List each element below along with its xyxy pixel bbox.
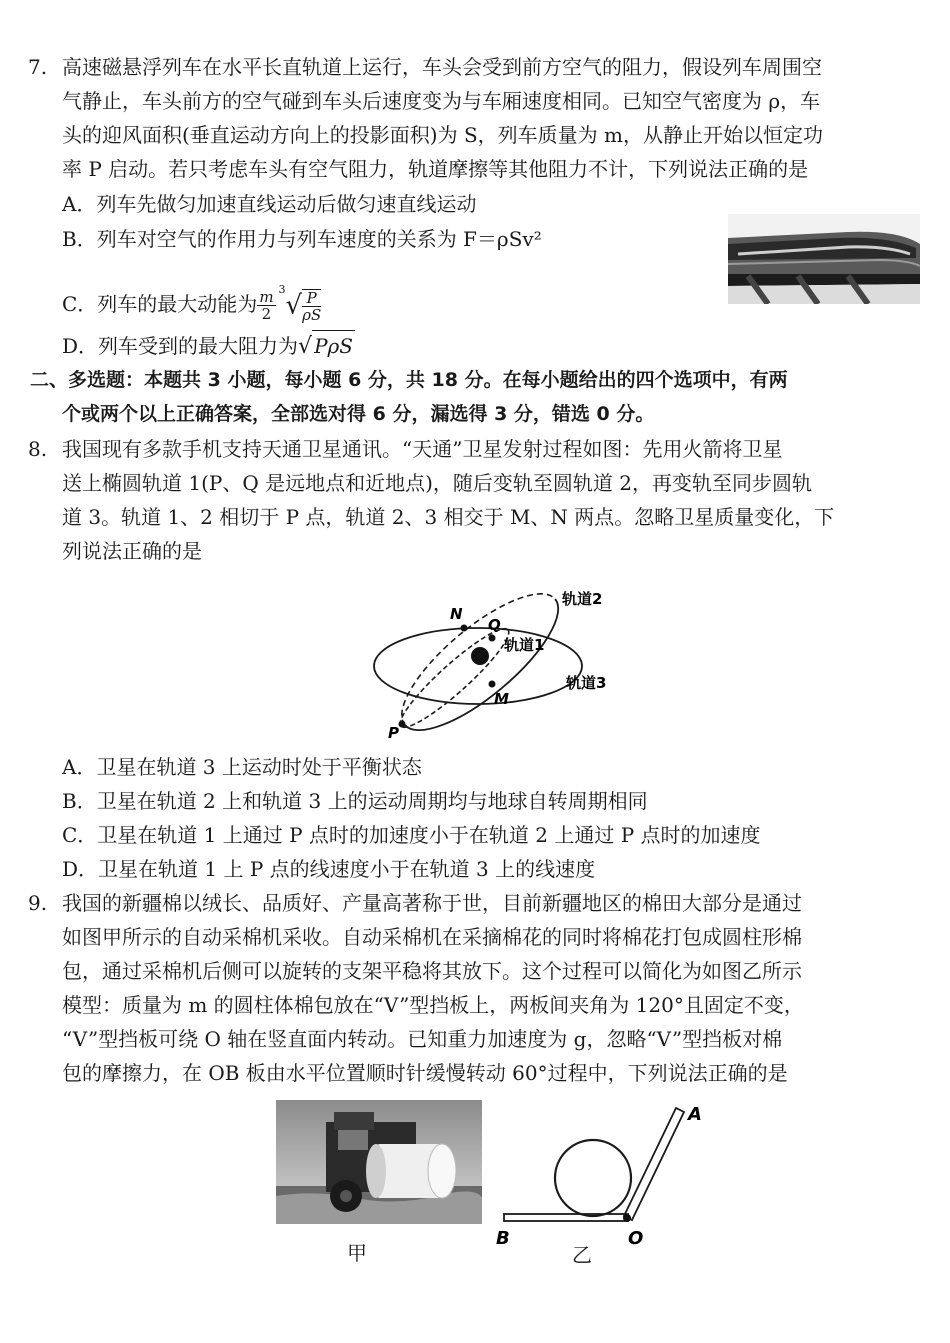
- q7-option-d-radical: √: [298, 334, 313, 359]
- q7-option-c-frac-num: m: [259, 288, 274, 306]
- q7-stem-line-1: 高速磁悬浮列车在水平长直轨道上运行，车头会受到前方空气的阻力，假设列车周围空: [62, 55, 822, 79]
- label-orbit-3: 轨道3: [566, 674, 607, 692]
- q7-option-b: B．列车对空气的作用力与列车速度的关系为 F＝ρSv²: [62, 227, 542, 251]
- maglev-train-photo: [728, 214, 920, 304]
- q7-stem-line-2: 气静止，车头前方的空气碰到车头后速度变为与车厢速度相同。已知空气密度为 ρ，车: [62, 89, 821, 113]
- q7-option-d-root: PρS: [312, 330, 355, 361]
- maglev-train-graphic: [728, 214, 920, 304]
- label-n: N: [450, 605, 463, 623]
- q7-option-a: A．列车先做匀加速直线运动后做匀速直线运动: [62, 192, 477, 216]
- q7-option-c-root-fraction: [302, 289, 321, 323]
- q8-stem-line-1: 我国现有多款手机支持天通卫星通讯。“天通”卫星发射过程如图：先用火箭将卫星: [62, 437, 783, 461]
- q7-number: 7.: [28, 55, 48, 79]
- label-orbit-1: 轨道1: [504, 636, 545, 654]
- q9-number: 9.: [28, 891, 48, 915]
- v-board-diagram: [490, 1098, 720, 1273]
- section2-header-line-1: 二、多选题：本题共 3 小题，每小题 6 分，共 18 分。在每小题给出的四个选项中，有两: [30, 369, 788, 391]
- q7-option-d-prefix: D．列车受到的最大阻力为: [62, 334, 299, 358]
- q7-option-c-prefix: C．列车的最大动能为: [62, 292, 258, 316]
- q9-stem-line-3: 包，通过采棉机后侧可以旋转的支架平稳将其放下。这个过程可以简化为如图乙所示: [62, 959, 802, 983]
- q9-stem-line-5: “V”型挡板可绕 O 轴在竖直面内转动。已知重力加速度为 g，忽略“V”型挡板对棉: [62, 1027, 783, 1051]
- cotton-picker-photo: [276, 1100, 482, 1224]
- q7-stem-line-3: 头的迎风面积(垂直运动方向上的投影面积)为 S，列车质量为 m，从静止开始以恒定功: [62, 123, 823, 147]
- section2-header-line-2: 个或两个以上正确答案，全部选对得 6 分，漏选得 3 分，错选 0 分。: [62, 403, 655, 425]
- q9-stem-line-6: 包的摩擦力，在 OB 板由水平位置顺时针缓慢转动 60°过程中，下列说法正确的是: [62, 1061, 788, 1085]
- label-orbit-2: 轨道2: [562, 590, 603, 608]
- board-oa: [624, 1108, 684, 1220]
- q8-stem-line-4: 列说法正确的是: [62, 539, 202, 563]
- q8-option-c: C．卫星在轨道 1 上通过 P 点时的加速度小于在轨道 2 上通过 P 点时的加速度: [62, 823, 761, 847]
- pivot-o: [623, 1214, 631, 1222]
- q8-number: 8.: [28, 437, 48, 461]
- q9-stem-line-2: 如图甲所示的自动采棉机采收。自动采棉机在采摘棉花的同时将棉花打包成圆柱形棉: [62, 925, 802, 949]
- point-p: [399, 721, 406, 728]
- q9-stem-line-4: 模型：质量为 m 的圆柱体棉包放在“V”型挡板上，两板间夹角为 120°且固定不变，: [62, 993, 804, 1017]
- earth: [471, 647, 489, 665]
- orbit-diagram: [360, 572, 640, 742]
- q7-option-c: [62, 270, 321, 326]
- q7-option-c-root-den: ρS: [302, 305, 322, 324]
- q7-option-d: [62, 330, 355, 362]
- q7-option-c-radical: √: [285, 290, 303, 321]
- q8-stem-line-3: 道 3。轨道 1、2 相切于 P 点，轨道 2、3 相交于 M、N 两点。忽略卫星质量变化，下: [62, 505, 835, 529]
- caption-jia: 甲: [347, 1241, 367, 1265]
- q8-option-d: D．卫星在轨道 1 上 P 点的线速度小于在轨道 3 上的线速度: [62, 857, 596, 881]
- point-n: [461, 625, 468, 632]
- label-o: O: [628, 1228, 644, 1249]
- label-b: B: [496, 1228, 510, 1249]
- q7-option-c-root-num: P: [302, 290, 321, 307]
- label-q: Q: [488, 616, 501, 634]
- point-m: [489, 681, 496, 688]
- q8-option-a: A．卫星在轨道 3 上运动时处于平衡状态: [62, 755, 422, 779]
- orbit-3: [374, 628, 582, 704]
- cotton-picker-graphic: [276, 1100, 482, 1224]
- q9-stem-line-1: 我国的新疆棉以绒长、品质好、产量高著称于世，目前新疆地区的棉田大部分是通过: [62, 891, 802, 915]
- caption-yi: 乙: [572, 1243, 592, 1267]
- q7-stem-line-4: 率 P 启动。若只考虑车头有空气阻力，轨道摩擦等其他阻力不计，下列说法正确的是: [62, 157, 809, 181]
- q8-option-b: B．卫星在轨道 2 上和轨道 3 上的运动周期均与地球自转周期相同: [62, 789, 648, 813]
- point-q: [489, 635, 496, 642]
- board-ob: [504, 1214, 628, 1221]
- q7-option-c-frac-den: 2: [261, 305, 272, 323]
- q7-option-c-fraction: [257, 289, 275, 322]
- cotton-bale-circle: [555, 1140, 631, 1216]
- label-m: M: [494, 690, 509, 708]
- q8-stem-line-2: 送上椭圆轨道 1(P、Q 是远地点和近地点)，随后变轨至圆轨道 2，再变轨至同步圆轨: [62, 471, 812, 495]
- label-a: A: [688, 1104, 702, 1125]
- q7-option-c-root-index: 3: [278, 283, 286, 296]
- label-p: P: [388, 724, 399, 742]
